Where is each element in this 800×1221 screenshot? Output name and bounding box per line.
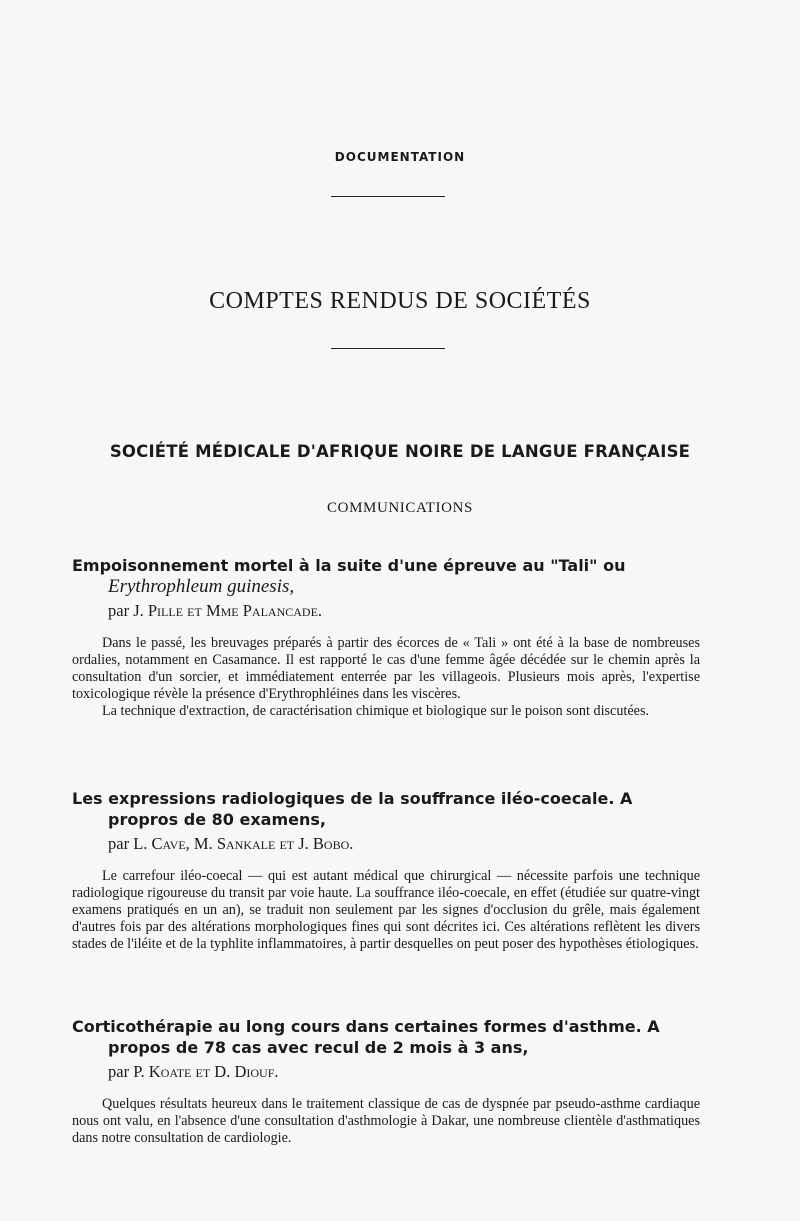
article-title <box>72 555 700 597</box>
article-authors <box>108 601 700 621</box>
authors-names: P. Koate et D. Diouf. <box>133 1062 279 1081</box>
article-authors <box>108 1062 700 1082</box>
article-title-text: Corticothérapie au long cours dans certaines formes d'asthme. A propos de 78 cas avec recul de 2 mois à 3 ans, <box>72 1017 660 1057</box>
abstract-paragraph: Dans le passé, les breuvages préparés à partir des écorces de « Tali » ont été à la base de nombreuses ordalies, notamment en Casamance. Il est rapporté le cas d'une femme âgée décédée sur le chemin après la consultation d'un sorcier, et immédiatement enterrée par les villageois. Plusieurs mois après, l'expertise toxicologique révèle la présence d'Erythrophléines dans les viscères. <box>72 635 700 702</box>
article-title <box>72 1016 700 1058</box>
authors-names: L. Cave, M. Sankale et J. Bobo. <box>133 834 354 853</box>
subsection-title: COMMUNICATIONS <box>327 500 473 516</box>
article-title <box>72 788 700 830</box>
divider-top <box>331 196 445 197</box>
article-abstract <box>72 868 700 953</box>
section-title: documentation <box>334 146 466 166</box>
abstract-paragraph: Le carrefour iléo-coecal — qui est autant médical que chirurgical — nécessite parfois une technique radiologique rigoureuse du transit par voie haute. La souffrance iléo-coecale, en effet (étudiée sur quatre-vingt examens pratiqués en un an), se traduit non seulement par les signes d'occlusion du grêle, mais également d'autres fois par des altérations morphologiques fines qui sont décrites ici. Ces altérations reflètent les divers stades de l'iléite et de la typhlite inflammatoires, à partir desquelles on peut poser des hypothèses étiologiques. <box>72 868 700 952</box>
article-1 <box>72 555 700 720</box>
article-title-text: Empoisonnement mortel à la suite d'une épreuve au "Tali" ou <box>72 556 626 575</box>
article-authors <box>108 834 700 854</box>
article-2 <box>72 788 700 953</box>
authors-names: J. Pille et Mme Palancade. <box>133 601 323 620</box>
authors-prefix: par <box>108 834 130 853</box>
article-abstract <box>72 1096 700 1147</box>
article-3 <box>72 1016 700 1147</box>
divider-bottom <box>331 348 445 349</box>
abstract-paragraph: La technique d'extraction, de caractérisation chimique et biologique sur le poison sont discutées. <box>102 703 650 719</box>
abstract-paragraph: Quelques résultats heureux dans le traitement classique de cas de dyspnée par pseudo-asthme cardiaque nous ont valu, en l'absence d'une consultation d'asthmologie à Dakar, une nombreuse clientèle d'asthmatiques dans notre consultation de cardiologie. <box>72 1096 700 1146</box>
authors-prefix: par <box>108 1062 130 1081</box>
society-title: SOCIÉTÉ MÉDICALE D'AFRIQUE NOIRE DE LANGUE FRANÇAISE <box>109 442 691 461</box>
authors-prefix: par <box>108 601 130 620</box>
main-title: COMPTES RENDUS DE SOCIÉTÉS <box>209 288 591 314</box>
article-abstract <box>72 635 700 720</box>
article-title-text: Les expressions radiologiques de la souffrance iléo-coecale. A propros de 80 examens, <box>72 789 633 829</box>
article-title-italic: Erythrophleum guinesis, <box>108 576 295 597</box>
